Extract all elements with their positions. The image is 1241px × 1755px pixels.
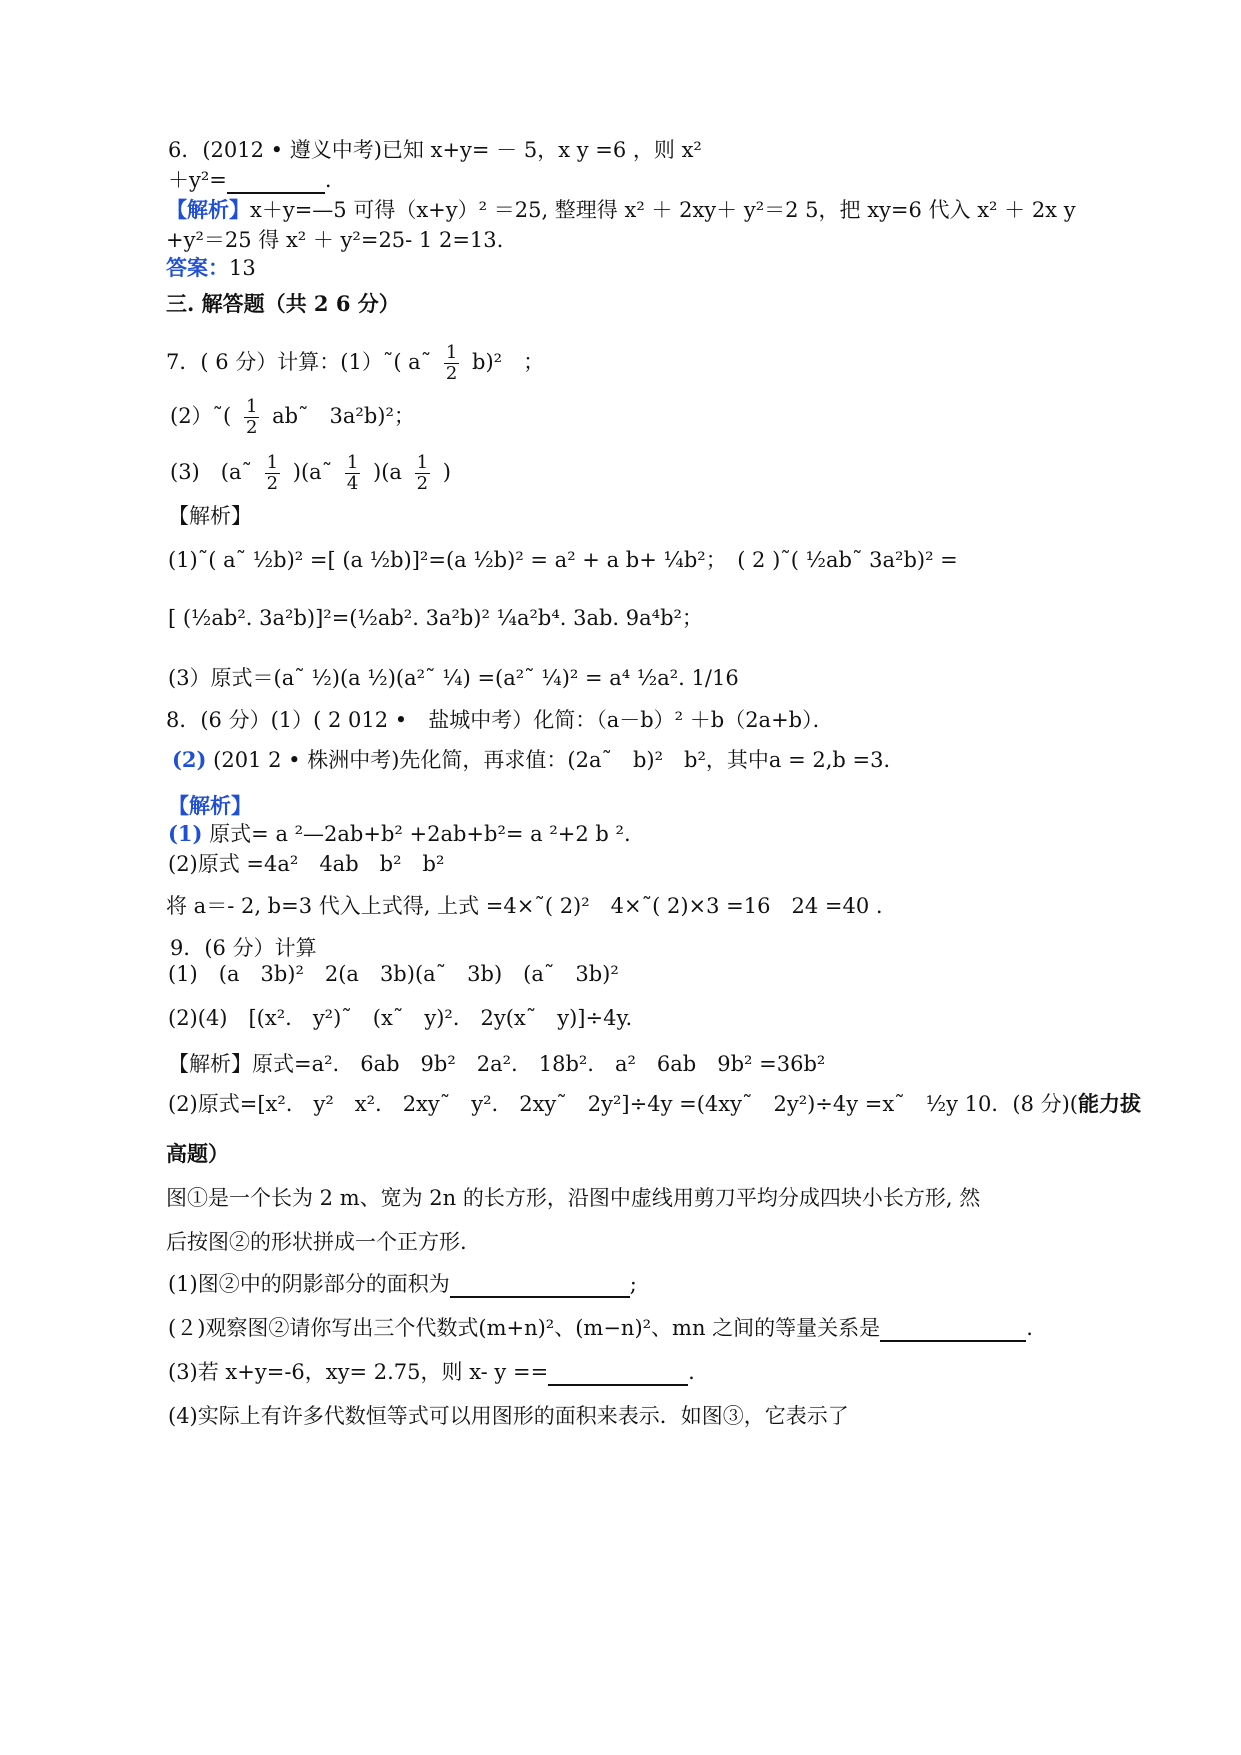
q10-part1-end: ; [629,1272,637,1296]
q7-part3-mid2: )(a [373,460,402,484]
q10-line2: 后按图②的形状拼成一个正方形. [166,1230,467,1254]
q7-solution-line1: (1)˜( a˜ ½b)² =[ (a ½b)]²=(a ½b)² = a² + a b+ ¼b²； ( 2 )˜( ½ab˜ 3a²b)² = [168,548,958,572]
q10-line1: 图①是一个长为 2 m、宽为 2n 的长方形，沿图中虚线用剪刀平均分成四块小长方形, 然 [166,1186,981,1210]
q6-analysis-text1: x＋y=—5 可得（x+y）² ＝25, 整理得 x² ＋ 2xy＋ y²＝2 5，把 xy=6 代入 x² ＋ 2x y [250,198,1076,222]
q6-stem-line2-post: . [324,168,332,192]
q10-part1 [168,1270,637,1298]
q7-stem-pre: 7．( 6 分）计算：(1）˜( a˜ [166,350,432,374]
q9-analysis: 【解析】原式=a². 6ab 9b² 2a². 18b². a² 6ab 9b² =36b² [168,1052,826,1076]
q9-tail-num: 10．(8 分)( [964,1092,1078,1116]
q7-part2-pre: (2）˜( [170,404,232,428]
q8-solution-line1 [168,820,631,848]
q8-solution-line3: 将 a＝- 2, b=3 代入上式得, 上式 =4×˜( 2)² 4×˜( 2)×3 =16 24 =40 . [166,894,883,918]
q10-part2-blank [880,1320,1026,1342]
q7-stem-tail: b)² ； [472,350,545,374]
q6-analysis-line2: +y²＝25 得 x² ＋ y²=25- 1 2=13. [166,228,504,252]
q9-tail-bold: 能力拔 [1078,1091,1141,1116]
q7-part3-frac3-den: 2 [416,473,429,494]
q6-answer-label: 答案： [166,255,229,280]
q7-part3 [170,448,451,496]
q10-part3 [168,1358,695,1386]
q7-part3-fraction-3 [415,453,430,494]
q10-part2-text: (２)观察图②请你写出三个代数式(m+n)²、(m−n)²、mn 之间的等量关系是 [168,1316,881,1340]
q7-part3-frac1-num: 1 [266,452,279,473]
q6-stem-line2-pre: ＋y²= [168,168,227,192]
q9-line2: (1) (a 3b)² 2(a 3b)(a˜ 3b) (a˜ 3b)² [168,962,619,986]
q7-part3-fraction-2 [345,453,360,494]
q8-solution-line2: (2)原式 =4a² 4ab b² b² [168,852,445,876]
q7-stem-fraction [444,343,459,384]
q7-solution-line2: [ (½ab². 3a²b)]²=(½ab². 3a²b)² ¼a²b⁴. 3ab. 9a⁴b²； [168,606,703,630]
q7-part2-fraction [244,397,259,438]
q8-solution1-text: 原式= a ²—2ab+b² +2ab+b²= a ²+2 b ². [209,822,631,846]
q10-part4: (4)实际上有许多代数恒等式可以用图形的面积来表示．如图③，它表示了 [168,1404,849,1428]
q7-part3-tail: ) [442,460,451,484]
q7-analysis-label: 【解析】 [168,504,252,528]
q8-line2-label: (2) [172,747,207,772]
q10-part3-blank [548,1364,688,1386]
q7-stem-frac-den: 2 [445,363,458,384]
q9-solution2 [168,1090,1141,1118]
q6-analysis-line1 [166,196,1076,224]
q7-stem [166,338,544,386]
q8-solution1-label: (1) [168,821,203,846]
q10-part1-text: (1)图②中的阴影部分的面积为 [168,1272,450,1296]
q10-part2-end: . [1026,1316,1033,1340]
q7-part3-fraction-1 [265,453,280,494]
q7-part3-frac1-den: 2 [266,473,279,494]
q7-part3-frac2-den: 4 [346,473,359,494]
q9-line3: (2)(4) [(x². y²)˜ (x˜ y)². 2y(x˜ y)]÷4y. [168,1006,633,1030]
q10-bold-line: 高题） [166,1141,229,1166]
q7-stem-frac-num: 1 [445,342,458,363]
section3-title: 三. 解答题（共 2 6 分） [166,291,400,316]
q7-part3-frac3-num: 1 [416,452,429,473]
q7-part3-mid1: )(a˜ [292,460,333,484]
q9-solution2-text: (2)原式=[x². y² x². 2xy˜ y². 2xy˜ 2y²]÷4y =(4xy˜ 2y²)÷4y =x˜ ½y [168,1092,958,1116]
q6-answer-line [166,254,256,282]
q7-part3-pre: (3) (a˜ [170,460,252,484]
q10-part2 [168,1314,1033,1342]
q6-answer-value: 13 [229,256,256,280]
q8-analysis-label-text: 【解析】 [168,793,252,818]
q6-answer-blank [227,172,325,194]
q7-part2-frac-num: 1 [245,396,258,417]
q10-part3-end: . [688,1360,695,1384]
q7-part2 [170,392,415,440]
q6-stem-line1: 6．(2012 • 遵义中考)已知 x+y= － 5，x y =6 ，则 x² [168,138,702,162]
q8-line2 [172,746,904,774]
q8-line2-text: (201 2 • 株洲中考)先化简，再求值：(2a˜ b)² b²，其中a = 2,b =3． [213,748,905,772]
q6-analysis-label: 【解析】 [166,197,250,222]
q7-part3-frac2-num: 1 [346,452,359,473]
q8-line1: 8．(6 分）(1）( 2 012 • 盐城中考）化简：（a－b）² ＋b（2a+b）． [166,708,834,732]
q10-part3-text: (3)若 x+y=-6，xy= 2.75，则 x- y == [168,1360,549,1384]
q7-part2-tail: ab˜ 3a²b)²； [272,404,415,428]
q7-solution-line3: (3）原式＝(a˜ ½)(a ½)(a²˜ ¼) =(a²˜ ¼)² = a⁴ ½a². 1/16 [168,666,739,690]
q7-part2-frac-den: 2 [245,417,258,438]
q10-part1-blank [450,1276,630,1298]
q9-line1: 9．(6 分）计算 [170,936,317,960]
q8-analysis-label [168,792,252,820]
q6-stem-line2 [168,166,332,194]
